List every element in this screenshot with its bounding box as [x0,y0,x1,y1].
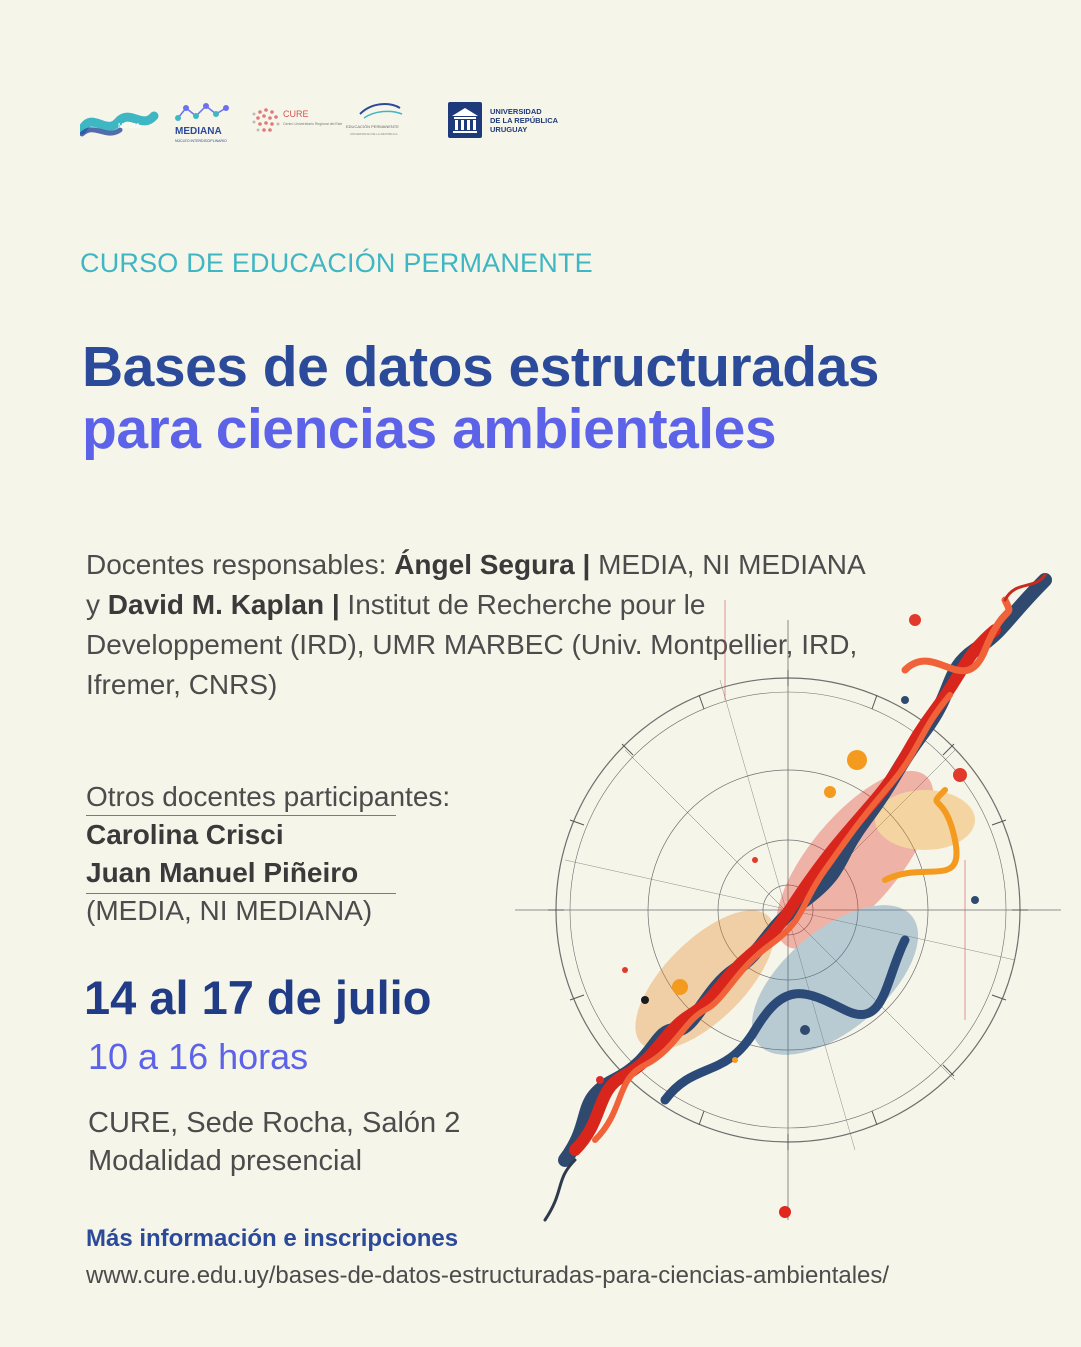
course-dates: 14 al 17 de julio [84,971,432,1024]
other-teacher-name: Juan Manuel Piñeiro [86,857,359,888]
other-teachers-label: Otros docentes participantes: [86,781,451,812]
svg-text:DE LA REPÚBLICA: DE LA REPÚBLICA [490,116,559,125]
udelar-logo [448,102,559,138]
svg-text:Centro Universitario Regional: Centro Universitario Regional del Este [283,122,343,126]
teacher-name-1: Ángel Segura | [394,549,591,580]
location-line: CURE, Sede Rocha, Salón 2 [88,1107,461,1139]
svg-text:UNIVERSIDAD DE LA REPÚBLICA: UNIVERSIDAD DE LA REPÚBLICA [350,132,398,136]
more-info-heading: Más información e inscripciones [86,1225,459,1252]
svg-text:NÚCLEO INTERDISCIPLINARIO: NÚCLEO INTERDISCIPLINARIO [175,139,227,143]
title-line-1: Bases de datos estructuradas [82,335,879,399]
other-teachers [86,778,486,930]
course-location [88,1104,508,1180]
title-line-2: para ciencias ambientales [82,397,777,461]
other-teachers-affiliation: (MEDIA, NI MEDIANA) [86,895,373,926]
cure-logo [253,108,343,132]
registration-link[interactable]: www.cure.edu.uy/bases-de-datos-estructuradas-para-ciencias-ambientales/ [86,1262,890,1289]
course-type-label: CURSO DE EDUCACIÓN PERMANENTE [80,248,593,278]
course-hours: 10 a 16 horas [88,1036,309,1077]
svg-text:CURE: CURE [283,109,309,119]
modality-line: Modalidad presencial [88,1145,363,1177]
divider [86,893,396,894]
svg-text:MEDIA: MEDIA [118,123,141,130]
teacher-name-2: David M. Kaplan | [107,589,340,620]
svg-text:MEDIANA: MEDIANA [175,126,222,137]
partner-logos [80,100,600,150]
svg-text:URUGUAY: URUGUAY [490,125,528,134]
divider [86,815,396,816]
compass-wave-illustration [505,560,1065,1240]
other-teacher-name: Carolina Crisci [86,819,284,850]
svg-text:UNIVERSIDAD: UNIVERSIDAD [490,107,542,116]
media-logo [82,116,154,134]
educacion-permanente-logo [346,104,402,136]
mediana-logo [175,103,229,143]
teacher-affiliation-1: MEDIA, NI MEDIANA y [86,549,865,620]
svg-text:EDUCACIÓN PERMANENTE: EDUCACIÓN PERMANENTE [346,124,399,129]
teacher-affiliation-2: Institut de Recherche pour le Developpement (IRD), UMR MARBEC (Univ. Montpellier, IRD, Ifremer, CNRS) [86,589,858,700]
responsible-prefix: Docentes responsables: [86,549,395,580]
